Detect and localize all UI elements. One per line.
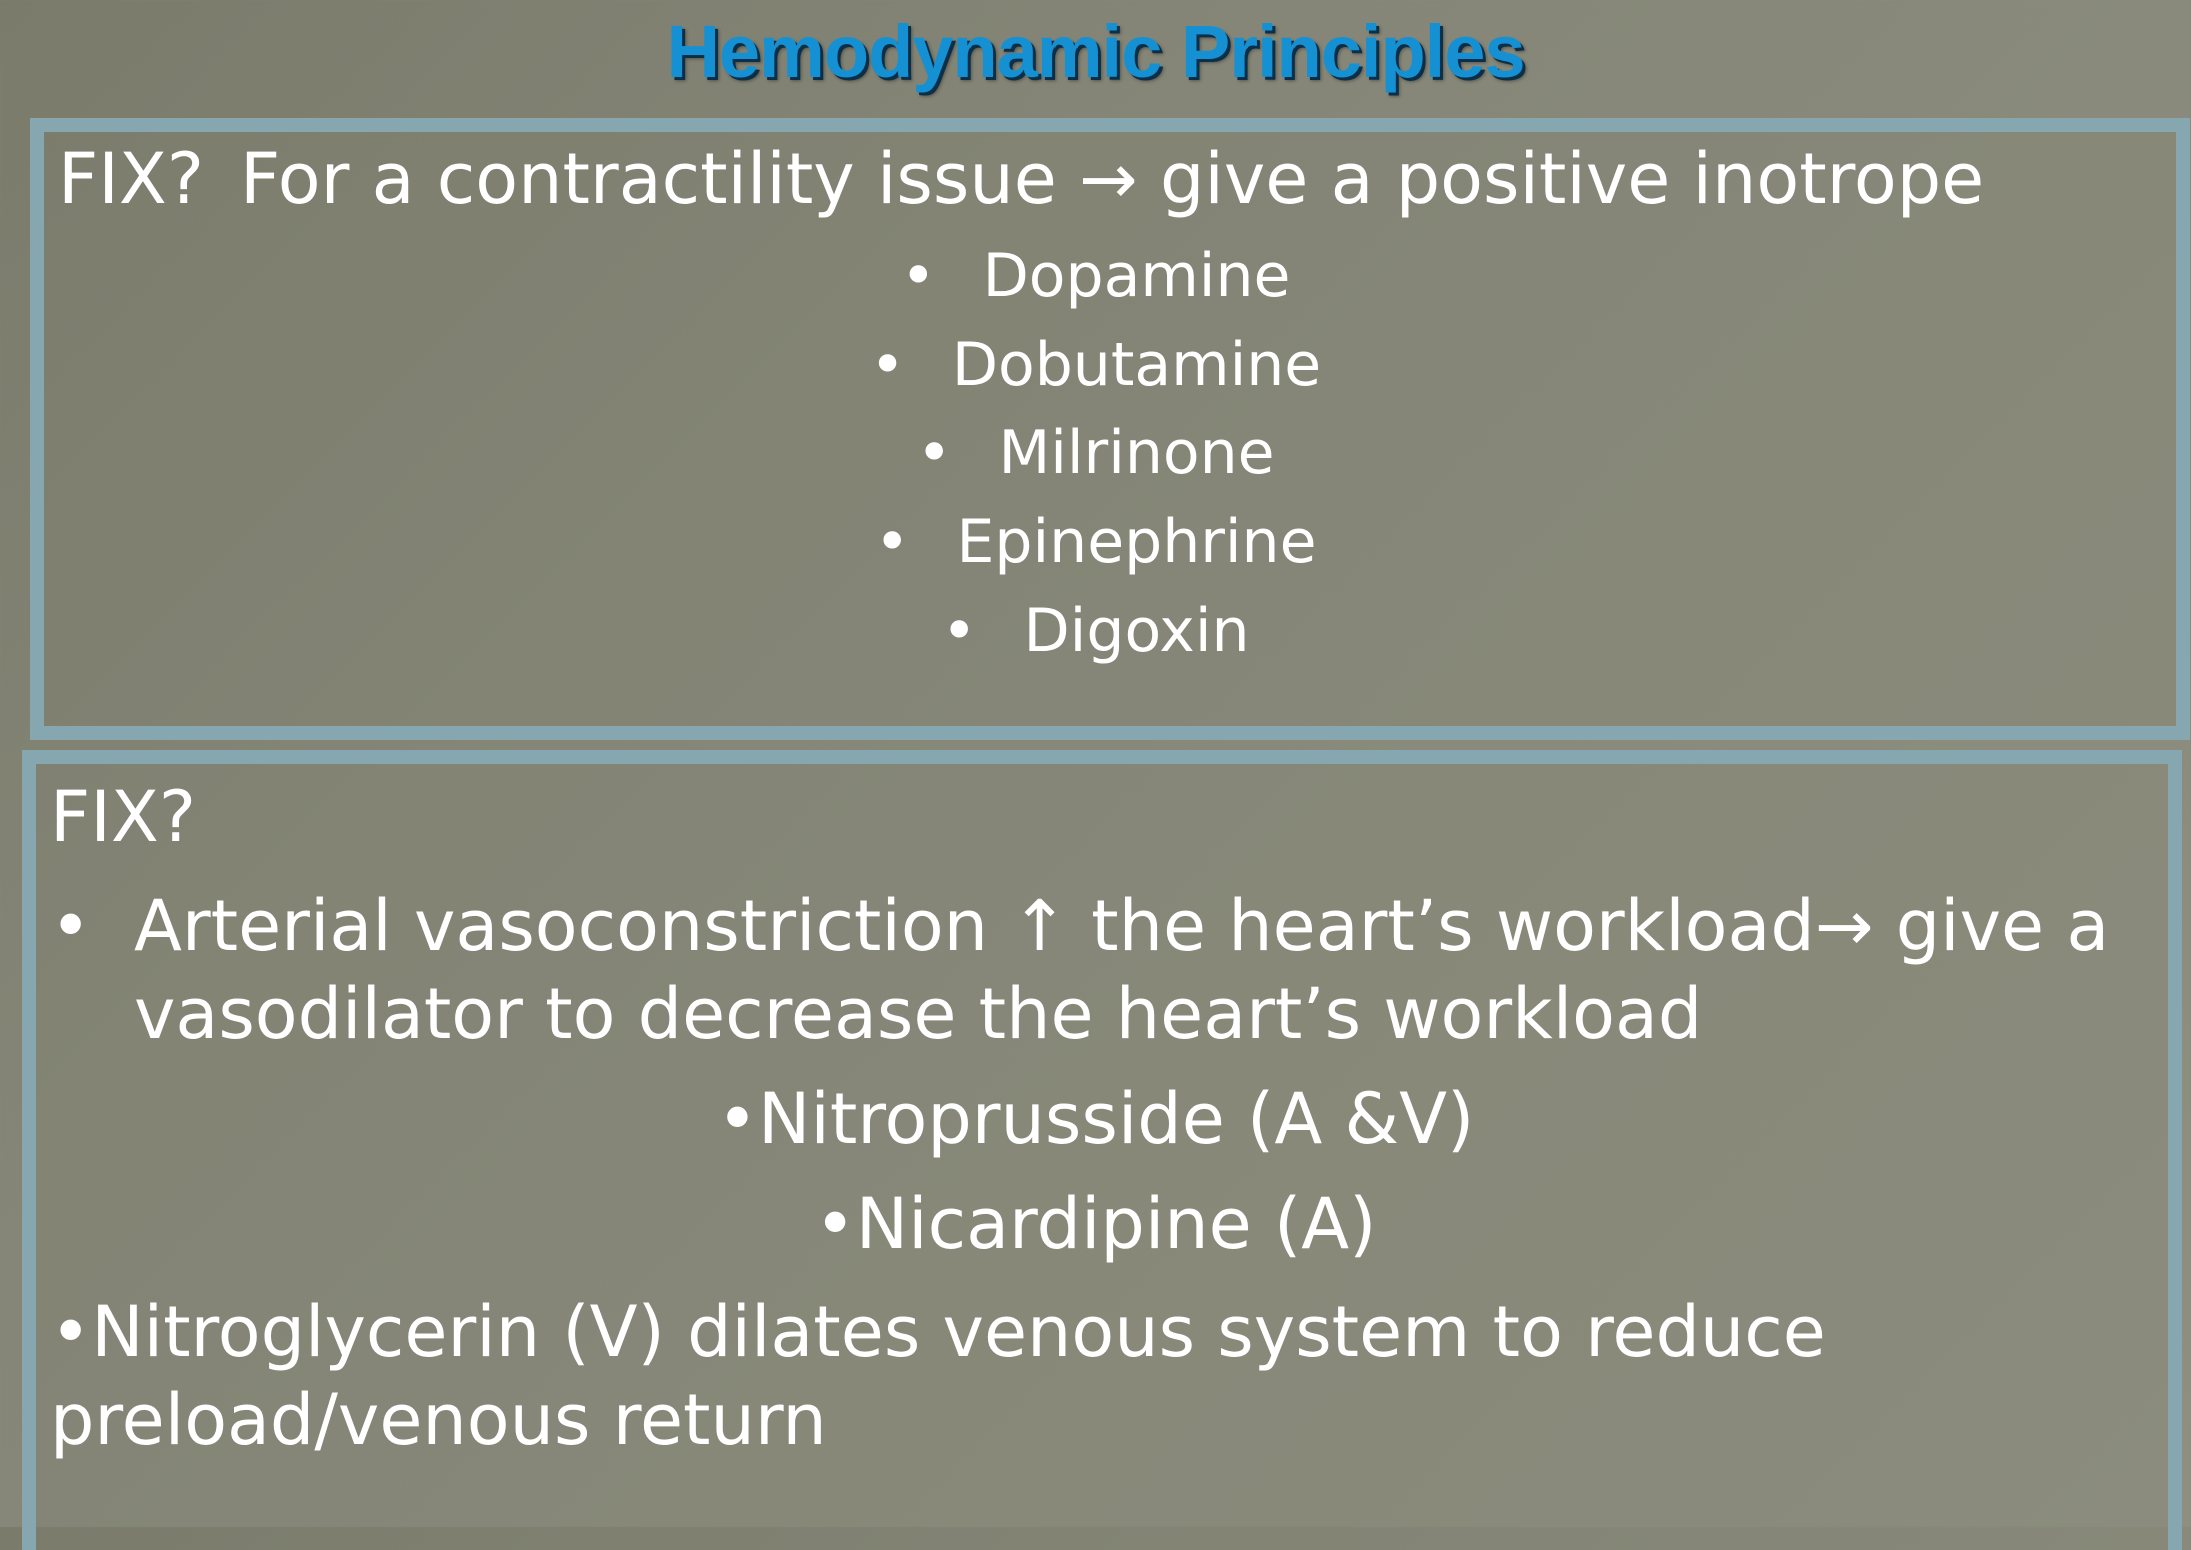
nitroglycerin-line: preload/venous return: [50, 1379, 827, 1461]
nitroglycerin-line: •Nitroglycerin (V) dilates venous system to reduce: [50, 1291, 1826, 1373]
vasodilator-item: •Nitroprusside (A &V): [716, 1078, 1475, 1160]
bullet: •: [869, 330, 906, 400]
drug-name: Digoxin: [1023, 596, 1250, 666]
list-item: [0, 507, 2191, 577]
bullet: •: [874, 507, 910, 577]
drug-name: Dobutamine: [951, 330, 1322, 400]
drug-name: Epinephrine: [956, 507, 1317, 577]
vasoconstriction-bullet: [50, 882, 2109, 1058]
fix-label: FIX?: [58, 138, 205, 220]
list-item: [0, 596, 2191, 666]
vasoconstriction-line: Arterial vasoconstriction ↑ the heart’s workload→ give a: [134, 885, 2110, 967]
list-item: [0, 330, 2191, 400]
bullet: •: [900, 241, 936, 311]
slide-title: Hemodynamic Principles: [666, 10, 1525, 93]
bullet: •: [916, 418, 952, 488]
vasodilator-item: •Nicardipine (A): [814, 1183, 1377, 1265]
contractility-heading-text: For a contractility issue → give a positive inotrope: [240, 138, 1985, 220]
drug-name: Milrinone: [998, 418, 1275, 488]
bullet: •: [50, 885, 92, 967]
drug-name: Dopamine: [982, 241, 1291, 311]
contractility-heading: [58, 138, 1985, 220]
vasoconstriction-line: vasodilator to decrease the heart’s workload: [134, 973, 1703, 1055]
list-item: [0, 241, 2191, 311]
bullet: •: [941, 596, 977, 666]
fix-label: FIX?: [50, 776, 197, 858]
list-item: [0, 418, 2191, 488]
nitroglycerin-note: [50, 1288, 1826, 1464]
